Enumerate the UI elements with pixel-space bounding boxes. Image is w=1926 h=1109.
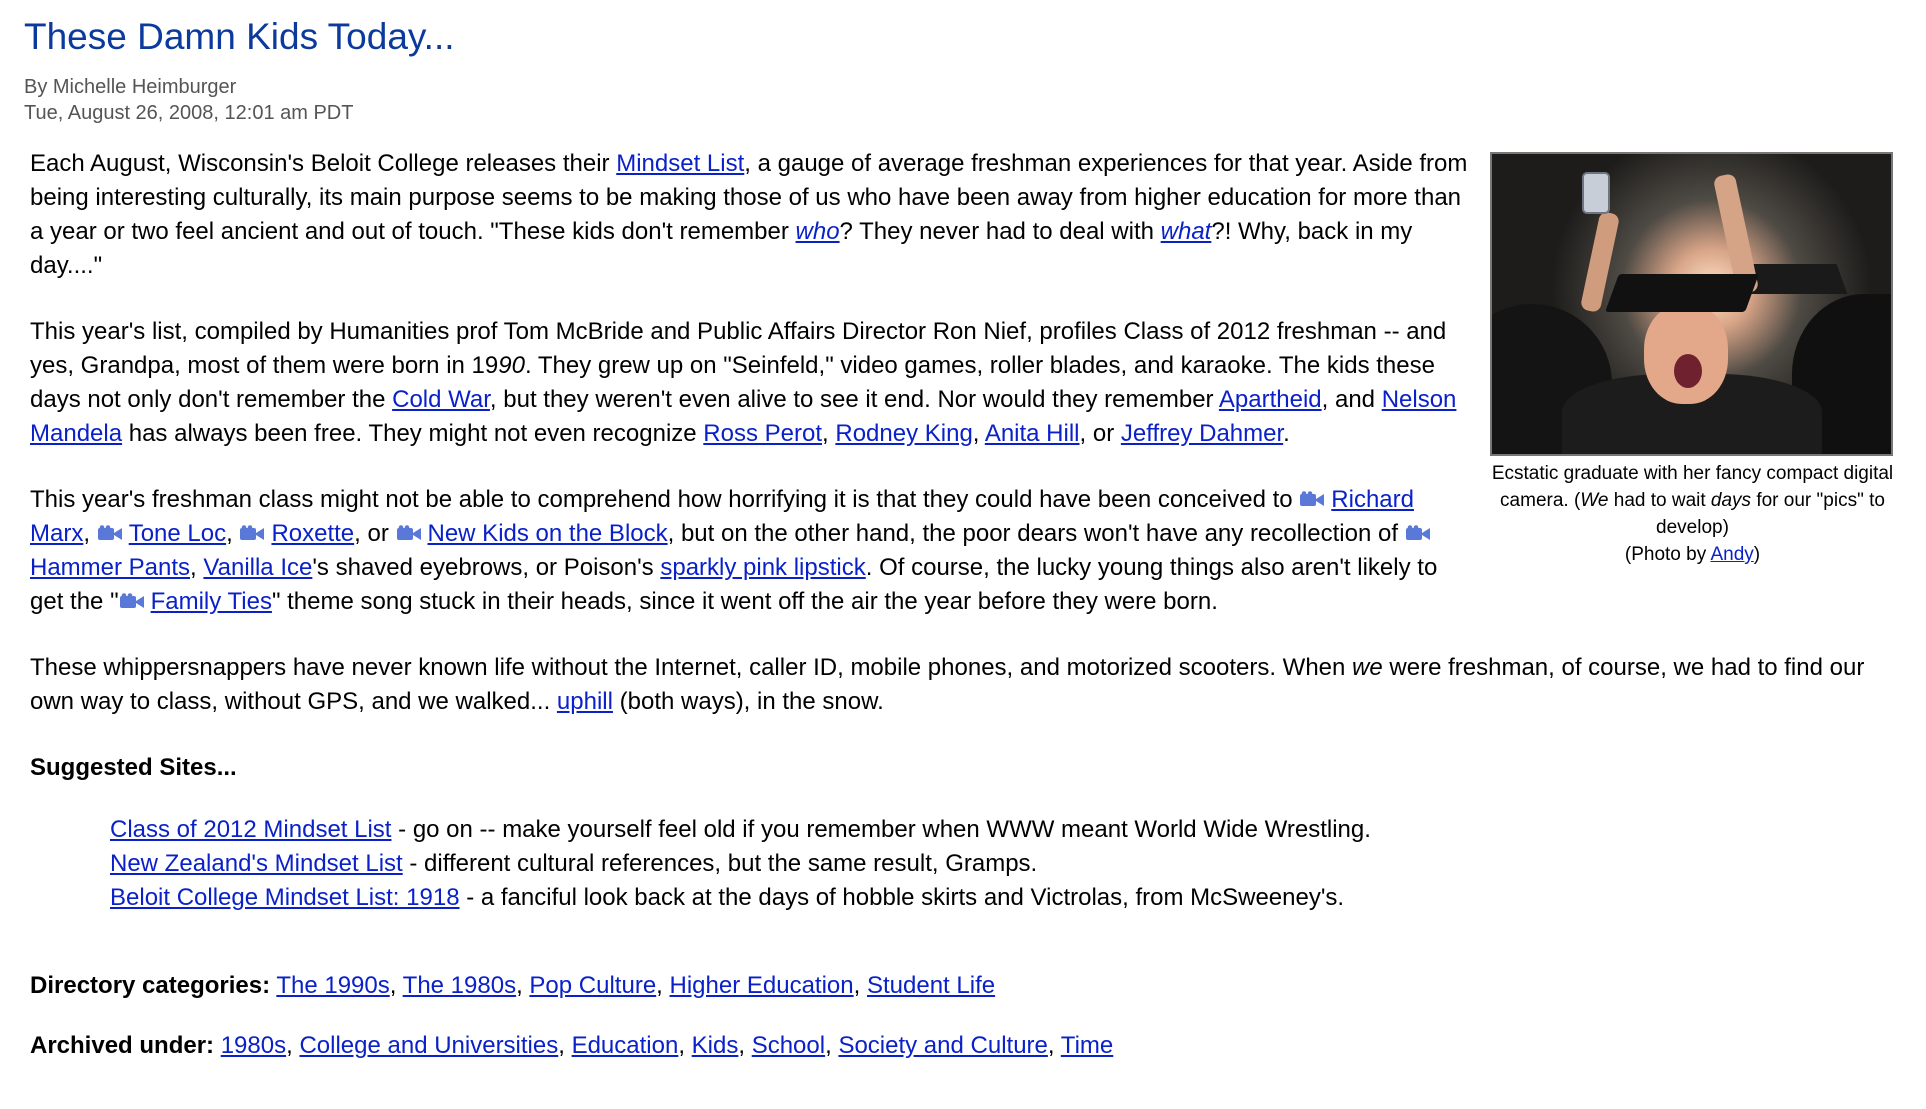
category-link-1980s[interactable]: The 1980s: [402, 972, 517, 999]
category-link-higher-education[interactable]: Higher Education: [669, 972, 854, 999]
archived-label: Archived under:: [30, 1032, 215, 1059]
sparkly-pink-lipstick-link[interactable]: sparkly pink lipstick: [660, 554, 866, 581]
uphill-link[interactable]: uphill: [556, 688, 613, 715]
vanilla-ice-link[interactable]: Vanilla Ice: [203, 554, 313, 581]
richard-marx-link[interactable]: Richard Marx: [30, 486, 1414, 547]
what-link[interactable]: what: [1160, 218, 1212, 245]
paragraph-4: These whippersnappers have never known life without the Internet, caller ID, mobile phones, and motorized scooters. When we were freshman, of course, we had to find our own way to class, without GPS, and we walked... uphill (both ways), in the snow.: [30, 654, 1865, 715]
photo-figure: [1490, 152, 1895, 568]
video-camera-icon[interactable]: [97, 525, 123, 542]
anita-hill-link[interactable]: Anita Hill: [984, 420, 1080, 447]
ross-perot-link[interactable]: Ross Perot: [703, 420, 823, 447]
archive-link-college[interactable]: College and Universities: [299, 1032, 559, 1059]
graduate-photo: [1490, 152, 1893, 456]
suggested-sites-heading: Suggested Sites...: [30, 754, 237, 781]
roxette-link[interactable]: Roxette: [271, 520, 355, 547]
suggested-link-1918[interactable]: Beloit College Mindset List: 1918: [110, 884, 460, 911]
byline: [24, 74, 353, 126]
archive-link-kids[interactable]: Kids: [691, 1032, 739, 1059]
cold-war-link[interactable]: Cold War: [392, 386, 490, 413]
hammer-pants-link[interactable]: Hammer Pants: [30, 554, 191, 581]
article-body: [30, 147, 1895, 1063]
date: Tue, August 26, 2008, 12:01 am PDT: [24, 102, 354, 124]
archive-link-society[interactable]: Society and Culture: [838, 1032, 1048, 1059]
who-link[interactable]: who: [795, 218, 840, 245]
list-item: New Zealand's Mindset List - different cultural references, but the same result, Gramps.: [110, 850, 1038, 877]
new-kids-on-the-block-link[interactable]: New Kids on the Block: [427, 520, 668, 547]
suggested-link-class-of-2012[interactable]: Class of 2012 Mindset List: [110, 816, 392, 843]
list-item: Class of 2012 Mindset List - go on -- make yourself feel old if you remember when WWW meant World Wide Wrestling.: [110, 816, 1371, 843]
archive-link-time[interactable]: Time: [1060, 1032, 1114, 1059]
category-link-pop-culture[interactable]: Pop Culture: [529, 972, 657, 999]
video-camera-icon[interactable]: [119, 593, 145, 610]
paragraph-1: Each August, Wisconsin's Beloit College releases their Mindset List, a gauge of average freshman experiences for that year. Aside from being interesting culturally, its main purpose seems to be making those of us who have been away from higher education for more than a year or two feel ancient and out of touch. "These kids don't remember who? They never had to deal with what?! Why, back in my day....": [30, 150, 1468, 279]
jeffrey-dahmer-link[interactable]: Jeffrey Dahmer: [1120, 420, 1284, 447]
photo-credit-link[interactable]: Andy: [1710, 544, 1754, 565]
category-link-1990s[interactable]: The 1990s: [276, 972, 390, 999]
nelson-mandela-link[interactable]: Nelson Mandela: [30, 386, 1457, 447]
paragraph-3: This year's freshman class might not be able to comprehend how horrifying it is that they could have been conceived to Richard Marx, Tone Loc, Roxette, or New Kids on the Block, but on the other hand, the poor dears won't have any recollection of Hammer Pants, Vanilla Ice's shaved eyebrows, or Poison's sparkly pink lipstick. Of course, the lucky young things also aren't likely to get the " Family Ties" theme song stuck in their heads, since it went off the air the year before they were born.: [30, 486, 1438, 615]
author: By Michelle Heimburger: [24, 76, 237, 98]
apartheid-link[interactable]: Apartheid: [1218, 386, 1322, 413]
category-link-student-life[interactable]: Student Life: [866, 972, 996, 999]
tone-loc-link[interactable]: Tone Loc: [128, 520, 227, 547]
video-camera-icon[interactable]: [1405, 525, 1431, 542]
archived-under: Archived under: 1980s, College and Universities, Education, Kids, School, Society and Culture, Time: [30, 1032, 1114, 1059]
mindset-list-link[interactable]: Mindset List: [616, 150, 745, 177]
directory-label: Directory categories:: [30, 972, 271, 999]
archive-link-school[interactable]: School: [751, 1032, 826, 1059]
suggested-link-new-zealand[interactable]: New Zealand's Mindset List: [110, 850, 403, 877]
family-ties-link[interactable]: Family Ties: [150, 588, 272, 615]
archive-link-1980s[interactable]: 1980s: [220, 1032, 287, 1059]
video-camera-icon[interactable]: [239, 525, 265, 542]
paragraph-2: This year's list, compiled by Humanities prof Tom McBride and Public Affairs Director Ron Nief, profiles Class of 2012 freshman -- and yes, Grandpa, most of them were born in 1990. They grew up on "Seinfeld," video games, roller blades, and karaoke. The kids these days not only don't remember the Cold War, but they weren't even alive to see it end. Nor would they remember Apartheid, and Nelson Mandela has always been free. They might not even recognize Ross Perot, Rodney King, Anita Hill, or Jeffrey Dahmer.: [30, 318, 1457, 447]
archive-link-education[interactable]: Education: [571, 1032, 679, 1059]
video-camera-icon[interactable]: [1299, 491, 1325, 508]
photo-caption: Ecstatic graduate with her fancy compact digital camera. (We had to wait days for our "pics" to develop) (Photo by Andy): [1491, 463, 1894, 565]
list-item: Beloit College Mindset List: 1918 - a fanciful look back at the days of hobble skirts and Victrolas, from McSweeney's.: [110, 884, 1345, 911]
suggested-sites-list: [110, 813, 1895, 915]
article-title: These Damn Kids Today...: [24, 16, 455, 57]
directory-categories: Directory categories: The 1990s, The 1980s, Pop Culture, Higher Education, Student Life: [30, 972, 996, 999]
rodney-king-link[interactable]: Rodney King: [835, 420, 973, 447]
video-camera-icon[interactable]: [396, 525, 422, 542]
